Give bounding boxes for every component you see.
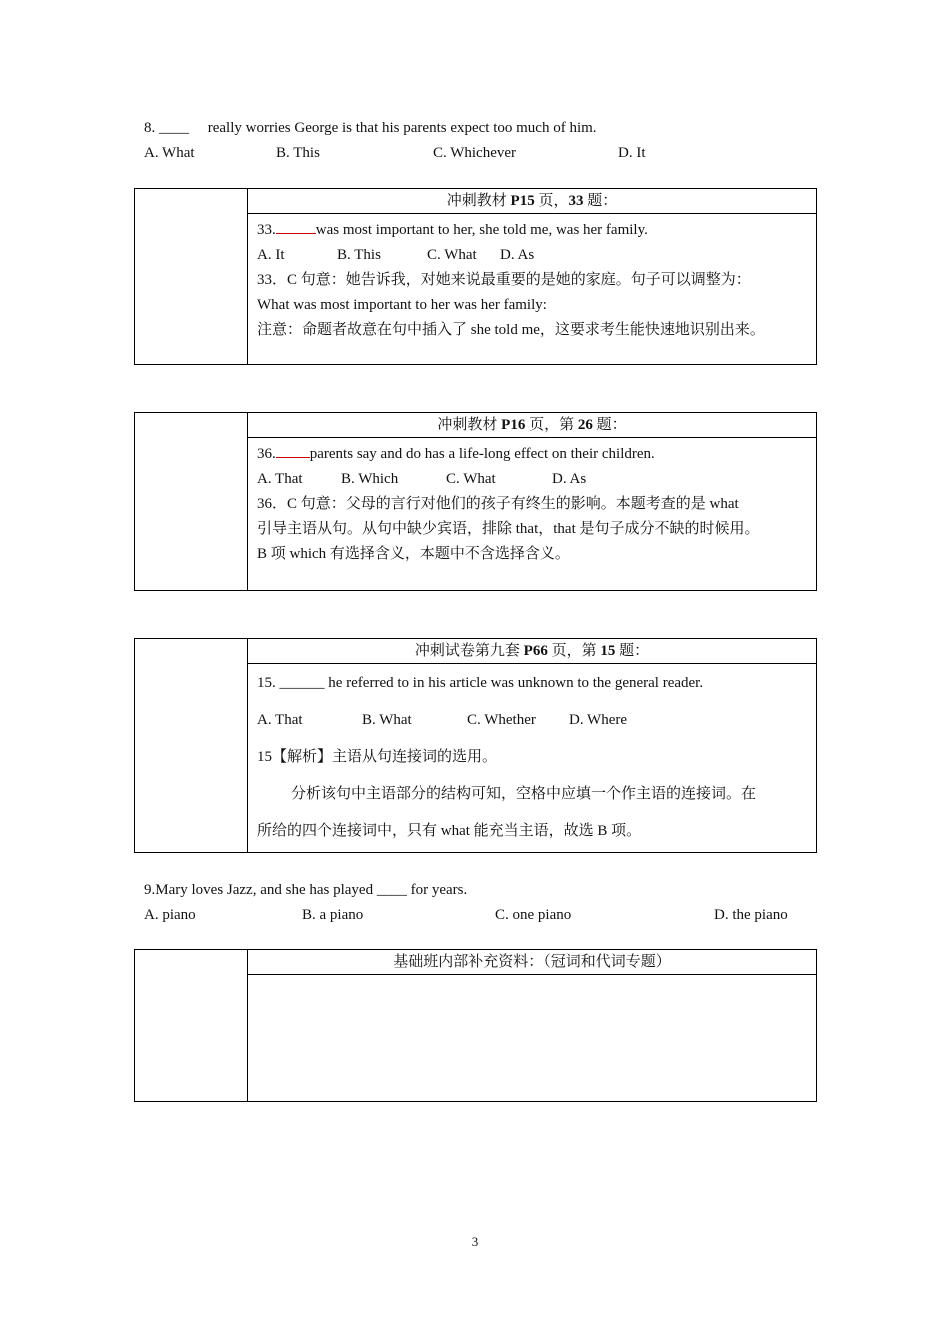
q8-option-d: D. It — [618, 145, 646, 161]
page-number: 3 — [471, 1234, 479, 1249]
box3-options: A. That B. What C. Whether D. Where — [257, 712, 628, 728]
q8-stem — [144, 118, 597, 138]
q9-option-b: B. a piano — [302, 907, 364, 923]
note-box-2 — [134, 412, 817, 591]
box1-answer-line-1: 33．C 句意：她告诉我，对她来说最重要的是她的家庭。句子可以调整为： — [257, 272, 751, 288]
note-box-3-header: 冲刺试卷第九套 P66 页，第 15 题： — [248, 639, 817, 664]
q8-stem-text: really worries George is that his parents expect too much of him. — [207, 120, 597, 136]
q8-number: 8. — [144, 120, 156, 136]
note-box-4-side — [135, 950, 248, 1102]
note-box-1-header: 冲刺教材 P15 页，33 题： — [248, 189, 817, 214]
note-box-3 — [134, 638, 817, 853]
box2-question: 36. parents say and do has a life-long effect on their children. — [257, 446, 655, 462]
note-box-2-body — [248, 438, 817, 591]
box2-answer-line-1: 36．C 句意：父母的言行对他们的孩子有终生的影响。本题考查的是 what — [257, 496, 739, 512]
box1-options: A. It B. This C. What D. As — [257, 247, 535, 263]
box1-answer-line-3: 注意：命题者故意在句中插入了 she told me，这要求考生能快速地识别出来。 — [257, 322, 765, 338]
box3-question: 15. ______ he referred to in his article was unknown to the general reader. — [257, 675, 704, 691]
q9-option-d: D. the piano — [714, 907, 788, 923]
q8-option-c: C. Whichever — [433, 145, 517, 161]
box1-question: 33. was most important to her, she told me, was her family. — [257, 222, 648, 238]
q9-stem: 9.Mary loves Jazz, and she has played ____ for years. — [144, 882, 468, 898]
note-box-4-body — [248, 975, 817, 1102]
q9-option-a: A. piano — [144, 907, 196, 923]
note-box-1-body — [248, 214, 817, 365]
box2-answer-line-2: 引导主语从句。从句中缺少宾语，排除 that，that 是句子成分不缺的时候用。 — [257, 521, 760, 537]
note-box-2-side — [135, 413, 248, 591]
note-box-3-side — [135, 639, 248, 853]
q8-option-b: B. This — [276, 145, 320, 161]
note-box-1 — [134, 188, 817, 365]
box2-options: A. That B. Which C. What D. As — [257, 471, 587, 487]
box2-answer-line-3: B 项 which 有选择含义，本题中不含选择含义。 — [257, 546, 570, 562]
box3-answer-line-1: 15【解析】主语从句连接词的选用。 — [257, 749, 498, 765]
box1-answer-line-2: What was most important to her was her family: — [257, 297, 547, 313]
note-box-3-body — [248, 664, 817, 853]
note-box-2-header: 冲刺教材 P16 页，第 26 题： — [248, 413, 817, 438]
note-box-4-header: 基础班内部补充资料：（冠词和代词专题） — [248, 950, 817, 975]
q8-option-a: A. What — [144, 145, 195, 161]
note-box-1-side — [135, 189, 248, 365]
q9-option-c: C. one piano — [495, 907, 572, 923]
box3-answer-line-3: 所给的四个连接词中，只有 what 能充当主语，故选 B 项。 — [257, 823, 642, 839]
box3-answer-line-2: 分析该句中主语部分的结构可知，空格中应填一个作主语的连接词。在 — [291, 786, 757, 802]
q8-blank: ____ — [159, 120, 189, 136]
note-box-4 — [134, 949, 817, 1102]
